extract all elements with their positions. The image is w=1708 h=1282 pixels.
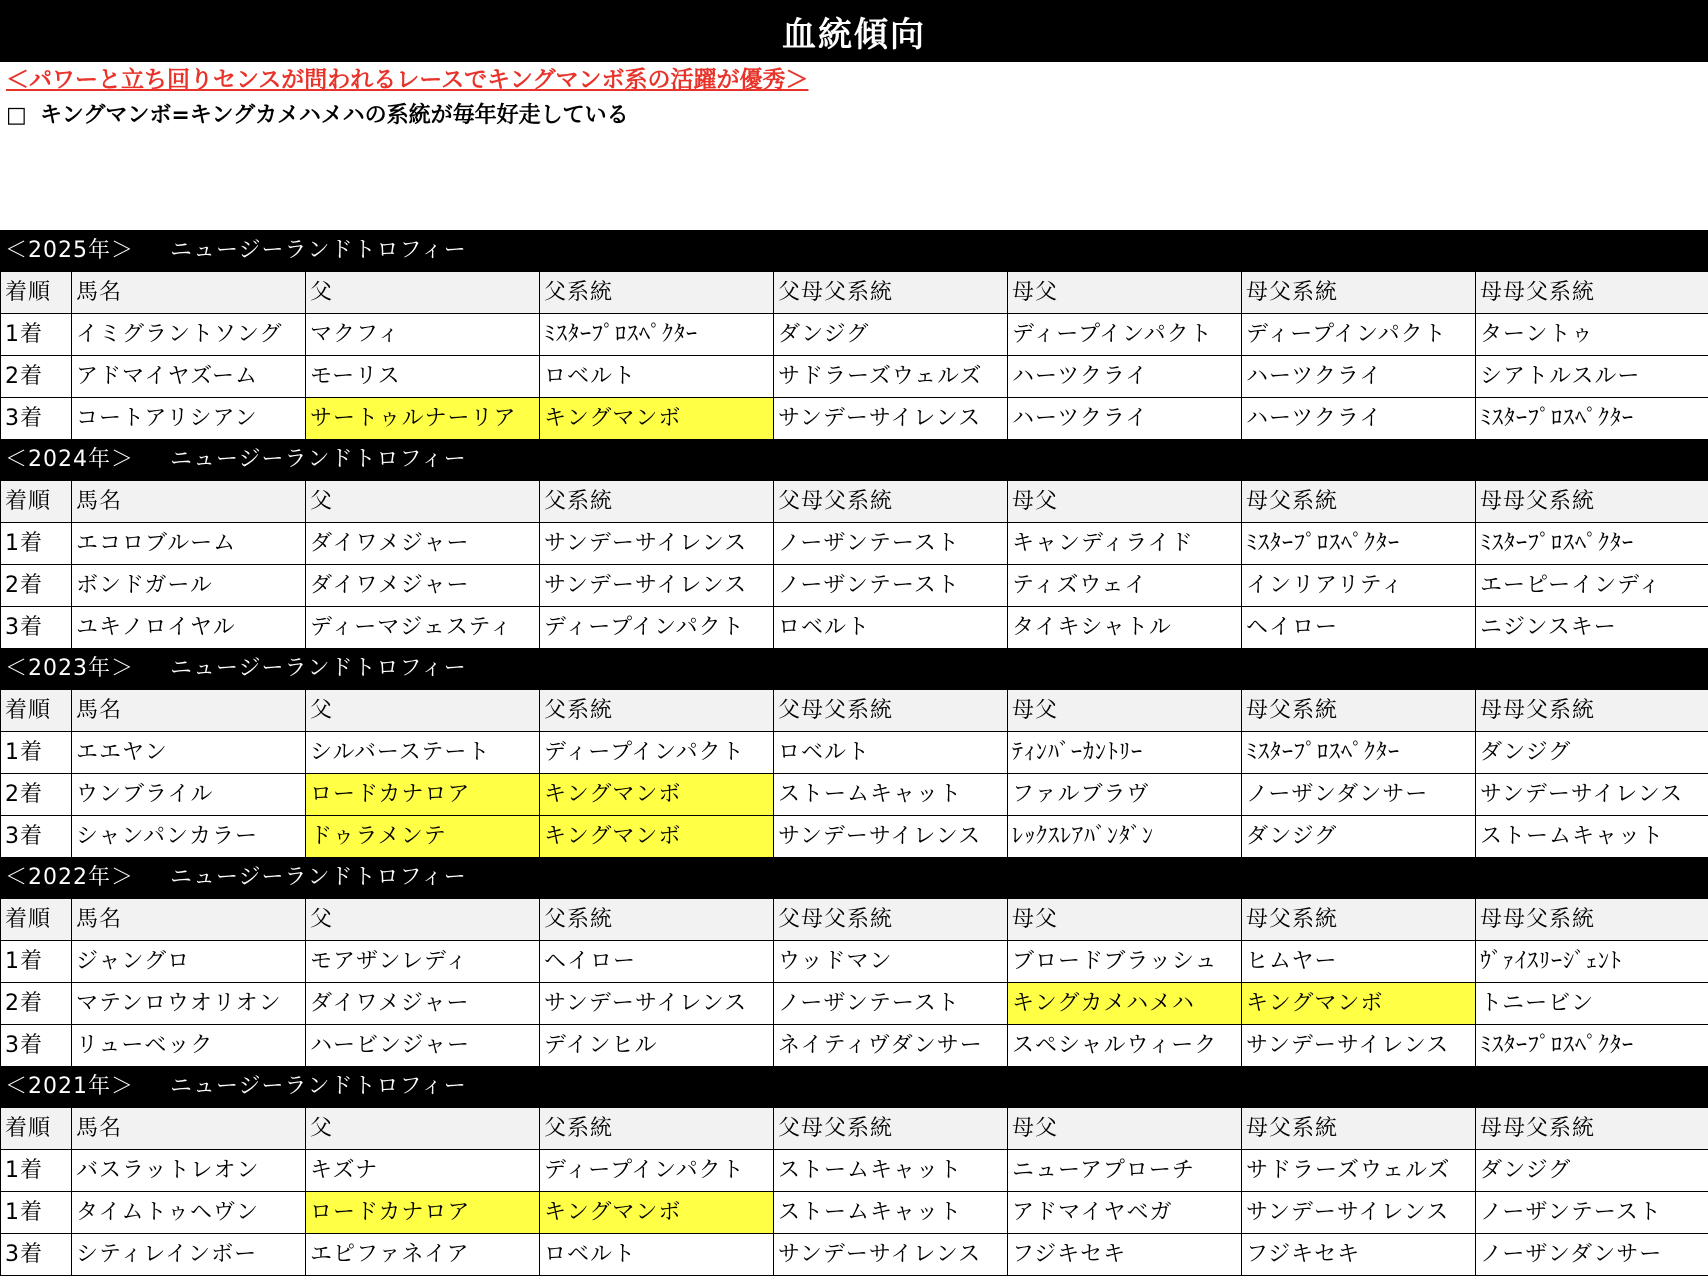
table-row bbox=[1, 816, 1708, 858]
table-row bbox=[1, 314, 1708, 356]
table-cell: ハーツクライ bbox=[1242, 398, 1476, 440]
page-title: 血統傾向 bbox=[0, 0, 1708, 62]
checkbox-icon: □ bbox=[6, 103, 27, 128]
table-cell: ディープインパクト bbox=[1008, 314, 1242, 356]
column-header: 父系統 bbox=[540, 690, 774, 732]
table-cell: ノーザンテースト bbox=[774, 983, 1008, 1025]
table-cell: フジキセキ bbox=[1008, 1234, 1242, 1276]
table-cell: 1着 bbox=[1, 732, 72, 774]
table-row bbox=[1, 732, 1708, 774]
table-cell: タイキシャトル bbox=[1008, 607, 1242, 649]
year-header-row bbox=[1, 649, 1708, 690]
table-cell: ノーザンテースト bbox=[1476, 1192, 1708, 1234]
table-cell: ブロードブラッシュ bbox=[1008, 941, 1242, 983]
year-label: ＜2025年＞ bbox=[5, 238, 134, 263]
table-cell: リューベック bbox=[72, 1025, 306, 1067]
column-header: 馬名 bbox=[72, 1108, 306, 1150]
table-cell: ﾃｨﾝﾊﾞｰｶﾝﾄﾘｰ bbox=[1008, 732, 1242, 774]
table-cell: サンデーサイレンス bbox=[774, 816, 1008, 858]
column-header: 父 bbox=[306, 690, 540, 732]
column-header: 着順 bbox=[1, 272, 72, 314]
table-cell: キングマンボ bbox=[540, 774, 774, 816]
table-row bbox=[1, 983, 1708, 1025]
column-header: 父母父系統 bbox=[774, 481, 1008, 523]
race-name: ニュージーランドトロフィー bbox=[170, 656, 467, 681]
table-cell: ダイワメジャー bbox=[306, 523, 540, 565]
column-header: 父母父系統 bbox=[774, 690, 1008, 732]
table-row bbox=[1, 774, 1708, 816]
table-cell: サンデーサイレンス bbox=[1242, 1192, 1476, 1234]
table-cell: 2着 bbox=[1, 565, 72, 607]
table-cell: キングマンボ bbox=[540, 1192, 774, 1234]
table-cell: 3着 bbox=[1, 607, 72, 649]
race-name: ニュージーランドトロフィー bbox=[170, 447, 467, 472]
table-cell: ヘイロー bbox=[1242, 607, 1476, 649]
headline: ＜パワーと立ち回りセンスが問われるレースでキングマンボ系の活躍が優秀＞ bbox=[6, 67, 809, 93]
table-cell: ダンジグ bbox=[1476, 1150, 1708, 1192]
table-cell: シルバーステート bbox=[306, 732, 540, 774]
table-cell: ﾐｽﾀｰﾌﾟﾛｽﾍﾟｸﾀｰ bbox=[1476, 1025, 1708, 1067]
table-cell: 1着 bbox=[1, 1192, 72, 1234]
table-cell: モーリス bbox=[306, 356, 540, 398]
column-header: 母父 bbox=[1008, 272, 1242, 314]
year-label: ＜2023年＞ bbox=[5, 656, 134, 681]
table-cell: ディープインパクト bbox=[540, 1150, 774, 1192]
table-cell: ディープインパクト bbox=[540, 732, 774, 774]
year-header-row bbox=[1, 440, 1708, 481]
year-header bbox=[1, 440, 1708, 481]
table-cell: 2着 bbox=[1, 356, 72, 398]
table-cell: 1着 bbox=[1, 314, 72, 356]
table-cell: サンデーサイレンス bbox=[774, 398, 1008, 440]
table-cell: ノーザンダンサー bbox=[1476, 1234, 1708, 1276]
table-cell: キングマンボ bbox=[1242, 983, 1476, 1025]
column-header: 母父 bbox=[1008, 690, 1242, 732]
table-cell: キズナ bbox=[306, 1150, 540, 1192]
table-cell: ストームキャット bbox=[774, 1150, 1008, 1192]
table-cell: ネイティヴダンサー bbox=[774, 1025, 1008, 1067]
table-cell: ストームキャット bbox=[774, 774, 1008, 816]
race-name: ニュージーランドトロフィー bbox=[170, 865, 467, 890]
table-cell: ロベルト bbox=[540, 1234, 774, 1276]
table-cell: ハーツクライ bbox=[1242, 356, 1476, 398]
table-cell: ティズウェイ bbox=[1008, 565, 1242, 607]
table-row bbox=[1, 565, 1708, 607]
year-header bbox=[1, 1067, 1708, 1108]
column-header: 馬名 bbox=[72, 272, 306, 314]
table-cell: ノーザンダンサー bbox=[1242, 774, 1476, 816]
year-header-row bbox=[1, 1067, 1708, 1108]
table-cell: ハーツクライ bbox=[1008, 356, 1242, 398]
column-header: 母母父系統 bbox=[1476, 272, 1708, 314]
table-cell: キングマンボ bbox=[540, 398, 774, 440]
table-cell: ターントゥ bbox=[1476, 314, 1708, 356]
year-label: ＜2022年＞ bbox=[5, 865, 134, 890]
table-cell: ｳﾞｧｲｽﾘｰｼﾞｪﾝﾄ bbox=[1476, 941, 1708, 983]
table-row bbox=[1, 523, 1708, 565]
table-cell: サンデーサイレンス bbox=[774, 1234, 1008, 1276]
table-row bbox=[1, 1234, 1708, 1276]
race-name: ニュージーランドトロフィー bbox=[170, 238, 467, 263]
table-cell: ロベルト bbox=[540, 356, 774, 398]
table-cell: ダイワメジャー bbox=[306, 983, 540, 1025]
column-header-row bbox=[1, 690, 1708, 732]
table-cell: 3着 bbox=[1, 1025, 72, 1067]
table-cell: ロードカナロア bbox=[306, 774, 540, 816]
year-header bbox=[1, 858, 1708, 899]
column-header: 父母父系統 bbox=[774, 272, 1008, 314]
column-header: 母父 bbox=[1008, 1108, 1242, 1150]
table-cell: エエヤン bbox=[72, 732, 306, 774]
table-cell: ダイワメジャー bbox=[306, 565, 540, 607]
bloodline-table bbox=[0, 230, 1708, 1276]
table-cell: ロベルト bbox=[774, 607, 1008, 649]
race-name: ニュージーランドトロフィー bbox=[170, 1074, 467, 1099]
table-cell: サドラーズウェルズ bbox=[774, 356, 1008, 398]
table-cell: ボンドガール bbox=[72, 565, 306, 607]
table-cell: 3着 bbox=[1, 816, 72, 858]
column-header: 母母父系統 bbox=[1476, 481, 1708, 523]
table-cell: 2着 bbox=[1, 774, 72, 816]
table-cell: ニジンスキー bbox=[1476, 607, 1708, 649]
table-cell: スペシャルウィーク bbox=[1008, 1025, 1242, 1067]
table-cell: 2着 bbox=[1, 983, 72, 1025]
table-cell: ニューアプローチ bbox=[1008, 1150, 1242, 1192]
table-cell: ファルブラヴ bbox=[1008, 774, 1242, 816]
column-header: 父 bbox=[306, 899, 540, 941]
table-cell: ノーザンテースト bbox=[774, 523, 1008, 565]
table-cell: サンデーサイレンス bbox=[540, 983, 774, 1025]
column-header: 母父系統 bbox=[1242, 481, 1476, 523]
table-cell: ﾚｯｸｽﾚｱﾊﾞﾝﾀﾞﾝ bbox=[1008, 816, 1242, 858]
column-header: 母父系統 bbox=[1242, 272, 1476, 314]
table-cell: ジャングロ bbox=[72, 941, 306, 983]
table-cell: ﾐｽﾀｰﾌﾟﾛｽﾍﾟｸﾀｰ bbox=[1476, 398, 1708, 440]
column-header: 着順 bbox=[1, 1108, 72, 1150]
table-cell: マクフィ bbox=[306, 314, 540, 356]
table-cell: エーピーインディ bbox=[1476, 565, 1708, 607]
table-cell: マテンロウオリオン bbox=[72, 983, 306, 1025]
year-header bbox=[1, 649, 1708, 690]
table-cell: ストームキャット bbox=[1476, 816, 1708, 858]
table-cell: シアトルスルー bbox=[1476, 356, 1708, 398]
spacer bbox=[0, 134, 1708, 230]
table-cell: キングカメハメハ bbox=[1008, 983, 1242, 1025]
table-cell: ﾐｽﾀｰﾌﾟﾛｽﾍﾟｸﾀｰ bbox=[1242, 523, 1476, 565]
table-row bbox=[1, 1150, 1708, 1192]
column-header: 馬名 bbox=[72, 899, 306, 941]
table-cell: シャンパンカラー bbox=[72, 816, 306, 858]
column-header: 母母父系統 bbox=[1476, 899, 1708, 941]
table-row bbox=[1, 398, 1708, 440]
table-row bbox=[1, 356, 1708, 398]
table-cell: ロベルト bbox=[774, 732, 1008, 774]
table-cell: サンデーサイレンス bbox=[540, 565, 774, 607]
table-cell: 1着 bbox=[1, 941, 72, 983]
table-cell: サンデーサイレンス bbox=[1476, 774, 1708, 816]
table-cell: 3着 bbox=[1, 398, 72, 440]
column-header: 父 bbox=[306, 1108, 540, 1150]
table-cell: 1着 bbox=[1, 523, 72, 565]
year-header bbox=[1, 231, 1708, 272]
column-header: 母母父系統 bbox=[1476, 690, 1708, 732]
table-cell: ダンジグ bbox=[774, 314, 1008, 356]
table-cell: ダンジグ bbox=[1242, 816, 1476, 858]
year-label: ＜2021年＞ bbox=[5, 1074, 134, 1099]
table-cell: ノーザンテースト bbox=[774, 565, 1008, 607]
table-cell: ディープインパクト bbox=[1242, 314, 1476, 356]
table-cell: 1着 bbox=[1, 1150, 72, 1192]
table-cell: コートアリシアン bbox=[72, 398, 306, 440]
year-label: ＜2024年＞ bbox=[5, 447, 134, 472]
table-cell: デインヒル bbox=[540, 1025, 774, 1067]
column-header: 父 bbox=[306, 481, 540, 523]
column-header-row bbox=[1, 1108, 1708, 1150]
column-header: 着順 bbox=[1, 690, 72, 732]
table-cell: エコロブルーム bbox=[72, 523, 306, 565]
table-cell: サンデーサイレンス bbox=[540, 523, 774, 565]
column-header: 着順 bbox=[1, 899, 72, 941]
table-cell: ドゥラメンテ bbox=[306, 816, 540, 858]
table-cell: イミグラントソング bbox=[72, 314, 306, 356]
table-cell: サートゥルナーリア bbox=[306, 398, 540, 440]
column-header: 母父 bbox=[1008, 481, 1242, 523]
table-cell: フジキセキ bbox=[1242, 1234, 1476, 1276]
table-cell: トニービン bbox=[1476, 983, 1708, 1025]
column-header: 母母父系統 bbox=[1476, 1108, 1708, 1150]
table-cell: ハーツクライ bbox=[1008, 398, 1242, 440]
table-cell: サンデーサイレンス bbox=[1242, 1025, 1476, 1067]
table-cell: アドマイヤベガ bbox=[1008, 1192, 1242, 1234]
table-row bbox=[1, 941, 1708, 983]
column-header: 母父 bbox=[1008, 899, 1242, 941]
column-header: 父母父系統 bbox=[774, 1108, 1008, 1150]
table-cell: アドマイヤズーム bbox=[72, 356, 306, 398]
table-cell: ハービンジャー bbox=[306, 1025, 540, 1067]
column-header-row bbox=[1, 481, 1708, 523]
table-cell: ダンジグ bbox=[1476, 732, 1708, 774]
column-header-row bbox=[1, 272, 1708, 314]
table-cell: 3着 bbox=[1, 1234, 72, 1276]
column-header: 着順 bbox=[1, 481, 72, 523]
table-cell: ディーマジェスティ bbox=[306, 607, 540, 649]
column-header: 母父系統 bbox=[1242, 690, 1476, 732]
column-header: 母父系統 bbox=[1242, 1108, 1476, 1150]
table-cell: ユキノロイヤル bbox=[72, 607, 306, 649]
column-header: 父系統 bbox=[540, 272, 774, 314]
column-header: 馬名 bbox=[72, 481, 306, 523]
column-header: 父系統 bbox=[540, 899, 774, 941]
year-header-row bbox=[1, 231, 1708, 272]
note bbox=[0, 98, 1708, 134]
table-cell: ウンブライル bbox=[72, 774, 306, 816]
table-cell: ﾐｽﾀｰﾌﾟﾛｽﾍﾟｸﾀｰ bbox=[540, 314, 774, 356]
column-header: 父母父系統 bbox=[774, 899, 1008, 941]
table-cell: キングマンボ bbox=[540, 816, 774, 858]
table-row bbox=[1, 1192, 1708, 1234]
table-cell: ヘイロー bbox=[540, 941, 774, 983]
table-cell: ストームキャット bbox=[774, 1192, 1008, 1234]
table-cell: タイムトゥヘヴン bbox=[72, 1192, 306, 1234]
column-header: 母父系統 bbox=[1242, 899, 1476, 941]
table-cell: ウッドマン bbox=[774, 941, 1008, 983]
table-cell: ﾐｽﾀｰﾌﾟﾛｽﾍﾟｸﾀｰ bbox=[1242, 732, 1476, 774]
column-header: 父 bbox=[306, 272, 540, 314]
table-cell: ディープインパクト bbox=[540, 607, 774, 649]
year-header-row bbox=[1, 858, 1708, 899]
table-cell: キャンディライド bbox=[1008, 523, 1242, 565]
table-cell: ﾐｽﾀｰﾌﾟﾛｽﾍﾟｸﾀｰ bbox=[1476, 523, 1708, 565]
table-cell: インリアリティ bbox=[1242, 565, 1476, 607]
table-row bbox=[1, 1025, 1708, 1067]
note-text: キングマンボ=キングカメハメハの系統が毎年好走している bbox=[40, 103, 629, 128]
table-cell: シティレインボー bbox=[72, 1234, 306, 1276]
column-header: 父系統 bbox=[540, 1108, 774, 1150]
table-cell: ヒムヤー bbox=[1242, 941, 1476, 983]
table-cell: ロードカナロア bbox=[306, 1192, 540, 1234]
column-header: 父系統 bbox=[540, 481, 774, 523]
table-cell: サドラーズウェルズ bbox=[1242, 1150, 1476, 1192]
table-cell: モアザンレディ bbox=[306, 941, 540, 983]
column-header-row bbox=[1, 899, 1708, 941]
column-header: 馬名 bbox=[72, 690, 306, 732]
table-cell: バスラットレオン bbox=[72, 1150, 306, 1192]
table-cell: エピファネイア bbox=[306, 1234, 540, 1276]
table-row bbox=[1, 607, 1708, 649]
